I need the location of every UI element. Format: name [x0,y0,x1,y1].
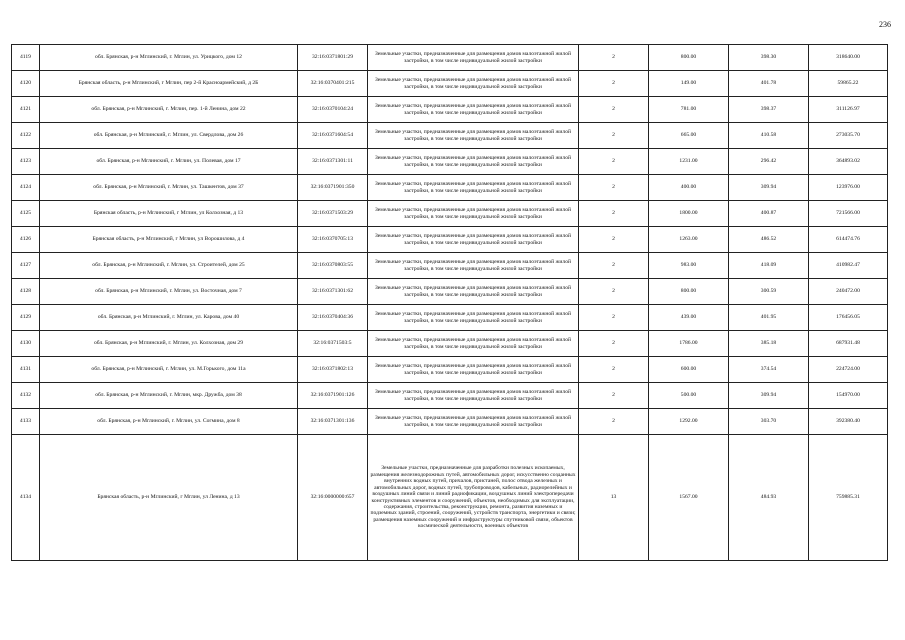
cell-area: 800.00 [649,279,729,305]
cell-area: 800.00 [649,45,729,71]
cell-row-number: 4123 [12,149,40,175]
cell-permitted-use: Земельные участки, предназначенные для размещения домов малоэтажной жилой застройки, в том числе индивидуальной жилой застройки [368,227,579,253]
cell-group-code: 2 [579,279,649,305]
cell-row-number: 4131 [12,357,40,383]
cell-area: 600.00 [649,357,729,383]
table-row [12,201,888,227]
cell-specific-value: 418.09 [729,253,809,279]
cell-row-number: 4126 [12,227,40,253]
table-row [12,227,888,253]
cell-specific-value: 400.87 [729,201,809,227]
land-registry-table [11,44,888,561]
cell-specific-value: 410.58 [729,123,809,149]
cell-group-code: 2 [579,409,649,435]
cell-specific-value: 385.18 [729,331,809,357]
cell-area: 781.00 [649,97,729,123]
cell-area: 983.00 [649,253,729,279]
cell-cadastral-number: 32:16:0370705:13 [298,227,368,253]
cell-group-code: 2 [579,123,649,149]
cell-cadastral-number: 32:16:0371301:62 [298,279,368,305]
cell-cadastral-value: 154970.00 [809,383,888,409]
cell-group-code: 13 [579,435,649,561]
cell-cadastral-number: 32:16:0371301:11 [298,149,368,175]
cell-address: обл. Брянская, р-н Мглинский, г. Мглин, ул. Свердлова, дом 26 [40,123,298,149]
cell-area: 1231.00 [649,149,729,175]
cell-group-code: 2 [579,331,649,357]
cell-cadastral-value: 721566.00 [809,201,888,227]
cell-permitted-use: Земельные участки, предназначенные для размещения домов малоэтажной жилой застройки, в том числе индивидуальной жилой застройки [368,175,579,201]
cell-group-code: 2 [579,227,649,253]
cell-area: 1800.00 [649,201,729,227]
cell-row-number: 4121 [12,97,40,123]
table-row [12,45,888,71]
cell-cadastral-number: 32:16:0371503:29 [298,201,368,227]
cell-permitted-use: Земельные участки, предназначенные для размещения домов малоэтажной жилой застройки, в том числе индивидуальной жилой застройки [368,201,579,227]
cell-area: 400.00 [649,175,729,201]
cell-cadastral-value: 614474.76 [809,227,888,253]
cell-address: обл. Брянская, р-н Мглинский, г. Мглин, ул. Колхозная, дом 29 [40,331,298,357]
cell-address: обл. Брянская, р-н Мглинский, г. Мглин, ул. Полевая, дом 17 [40,149,298,175]
cell-address: обл. Брянская, р-н Мглинский, г. Мглин, ул. Ташкентов, дом 37 [40,175,298,201]
cell-cadastral-value: 59865.22 [809,71,888,97]
cell-specific-value: 401.95 [729,305,809,331]
cell-cadastral-number: 32:16:0370404:36 [298,305,368,331]
cell-specific-value: 296.42 [729,149,809,175]
cell-area: 500.00 [649,383,729,409]
cell-specific-value: 401.78 [729,71,809,97]
cell-cadastral-number: 32:16:0371604:54 [298,123,368,149]
cell-cadastral-number: 32:16:0371801:29 [298,45,368,71]
cell-group-code: 2 [579,383,649,409]
cell-permitted-use: Земельные участки, предназначенные для размещения домов малоэтажной жилой застройки, в том числе индивидуальной жилой застройки [368,45,579,71]
cell-row-number: 4125 [12,201,40,227]
cell-group-code: 2 [579,97,649,123]
cell-address: Брянская область, р-н Мглинский, г Мглин, ул Ворошилова, д 4 [40,227,298,253]
cell-specific-value: 309.94 [729,383,809,409]
table-row [12,149,888,175]
cell-cadastral-value: 240472.00 [809,279,888,305]
cell-address: обл. Брянская, р-н Мглинский, г. Мглин, мкр. Дружба, дом 38 [40,383,298,409]
cell-cadastral-number: 32:16:0371503:5 [298,331,368,357]
cell-cadastral-number: 32:16:0371301:136 [298,409,368,435]
cell-area: 149.00 [649,71,729,97]
cell-address: обл. Брянская, р-н Мглинский, г. Мглин, ул. Урицкого, дом 12 [40,45,298,71]
table-row [12,97,888,123]
table-row [12,253,888,279]
cell-address: Брянская область, р-н Мглинский, г Мглин, ул Ленина, д 13 [40,435,298,561]
cell-area: 1263.00 [649,227,729,253]
cell-permitted-use: Земельные участки, предназначенные для размещения домов малоэтажной жилой застройки, в том числе индивидуальной жилой застройки [368,383,579,409]
cell-area: 1786.00 [649,331,729,357]
table-row [12,357,888,383]
table-row [12,435,888,561]
cell-row-number: 4130 [12,331,40,357]
cell-group-code: 2 [579,175,649,201]
cell-cadastral-value: 123976.00 [809,175,888,201]
cell-cadastral-number: 32:16:0370803:55 [298,253,368,279]
table-row [12,305,888,331]
cell-group-code: 2 [579,201,649,227]
cell-row-number: 4122 [12,123,40,149]
cell-permitted-use: Земельные участки, предназначенные для размещения домов малоэтажной жилой застройки, в том числе индивидуальной жилой застройки [368,71,579,97]
table-row [12,409,888,435]
cell-specific-value: 300.59 [729,279,809,305]
cell-permitted-use: Земельные участки, предназначенные для разработки полезных ископаемых, размещения железнодорожных путей, автомобильных дорог, искусственно созданных внутренних водных путей, причалов, пристаней, полос отвода железных и автомобильных дорог, водных путей, трубопроводов, кабельных, радиорелейных и воздушных линий связи и линий радиофикации, воздушных линий электропередачи конструктивных элементов и сооружений, объектов, необходимых для эксплуатации, содержания, строительства, реконструкции, ремонта, развития наземных и подземных зданий, строений, сооружений, устройств транспорта, энергетики и связи; размещения наземных сооружений и инфраструктуры спутниковой связи, объектов космической деятельности, военных объектов [368,435,579,561]
page-number: 236 [879,20,891,29]
cell-group-code: 2 [579,253,649,279]
cell-cadastral-value: 392380.40 [809,409,888,435]
cell-row-number: 4127 [12,253,40,279]
cell-area: 439.00 [649,305,729,331]
cell-permitted-use: Земельные участки, предназначенные для размещения домов малоэтажной жилой застройки, в том числе индивидуальной жилой застройки [368,97,579,123]
cell-permitted-use: Земельные участки, предназначенные для размещения домов малоэтажной жилой застройки, в том числе индивидуальной жилой застройки [368,409,579,435]
table-row [12,71,888,97]
cell-address: обл. Брянская, р-н Мглинский, г. Мглин, пер. 1-й Ленина, дом 22 [40,97,298,123]
cell-specific-value: 486.52 [729,227,809,253]
registry-body [12,45,888,561]
cell-cadastral-value: 759885.31 [809,435,888,561]
cell-specific-value: 309.94 [729,175,809,201]
cell-group-code: 2 [579,357,649,383]
table-row [12,123,888,149]
cell-area: 1567.00 [649,435,729,561]
cell-cadastral-number: 32:16:0371901:350 [298,175,368,201]
cell-row-number: 4129 [12,305,40,331]
cell-group-code: 2 [579,305,649,331]
cell-row-number: 4119 [12,45,40,71]
cell-cadastral-value: 687931.48 [809,331,888,357]
cell-row-number: 4132 [12,383,40,409]
cell-permitted-use: Земельные участки, предназначенные для размещения домов малоэтажной жилой застройки, в том числе индивидуальной жилой застройки [368,149,579,175]
cell-group-code: 2 [579,45,649,71]
cell-cadastral-value: 273035.70 [809,123,888,149]
cell-cadastral-value: 224724.00 [809,357,888,383]
cell-address: обл. Брянская, р-н Мглинский, г. Мглин, ул. Строителей, дом 25 [40,253,298,279]
cell-specific-value: 484.93 [729,435,809,561]
cell-cadastral-value: 364893.02 [809,149,888,175]
cell-permitted-use: Земельные участки, предназначенные для размещения домов малоэтажной жилой застройки, в том числе индивидуальной жилой застройки [368,305,579,331]
table-row [12,331,888,357]
cell-row-number: 4133 [12,409,40,435]
cell-permitted-use: Земельные участки, предназначенные для размещения домов малоэтажной жилой застройки, в том числе индивидуальной жилой застройки [368,279,579,305]
cell-row-number: 4134 [12,435,40,561]
cell-specific-value: 374.54 [729,357,809,383]
cell-row-number: 4124 [12,175,40,201]
cell-specific-value: 398.30 [729,45,809,71]
table-row [12,383,888,409]
cell-permitted-use: Земельные участки, предназначенные для размещения домов малоэтажной жилой застройки, в том числе индивидуальной жилой застройки [368,123,579,149]
table-row [12,279,888,305]
cell-address: обл. Брянская, р-н Мглинский, г. Мглин, ул. Согмина, дом 8 [40,409,298,435]
cell-permitted-use: Земельные участки, предназначенные для размещения домов малоэтажной жилой застройки, в том числе индивидуальной жилой застройки [368,357,579,383]
cell-address: обл. Брянская, р-н Мглинский, г. Мглин, ул. Карова, дом 40 [40,305,298,331]
cell-address: обл. Брянская, р-н Мглинский, г. Мглин, ул. М.Горького, дом 11а [40,357,298,383]
cell-area: 1292.00 [649,409,729,435]
cell-permitted-use: Земельные участки, предназначенные для размещения домов малоэтажной жилой застройки, в том числе индивидуальной жилой застройки [368,331,579,357]
cell-cadastral-number: 32:16:0371802:13 [298,357,368,383]
cell-cadastral-number: 32:16:0000000:657 [298,435,368,561]
cell-row-number: 4120 [12,71,40,97]
cell-cadastral-value: 311126.97 [809,97,888,123]
cell-group-code: 2 [579,149,649,175]
cell-area: 665.00 [649,123,729,149]
cell-specific-value: 398.37 [729,97,809,123]
cell-cadastral-number: 32:16:0370401:215 [298,71,368,97]
cell-cadastral-value: 176456.05 [809,305,888,331]
cell-cadastral-number: 32:16:0370104:24 [298,97,368,123]
cell-cadastral-value: 410982.47 [809,253,888,279]
cell-row-number: 4128 [12,279,40,305]
cell-cadastral-value: 318640.00 [809,45,888,71]
table-row [12,175,888,201]
cell-permitted-use: Земельные участки, предназначенные для размещения домов малоэтажной жилой застройки, в том числе индивидуальной жилой застройки [368,253,579,279]
cell-cadastral-number: 32:16:0371901:126 [298,383,368,409]
cell-address: обл. Брянская, р-н Мглинский, г. Мглин, ул. Восточная, дом 7 [40,279,298,305]
cell-address: Брянская область, р-н Мглинский, г Мглин, ул Колхозная, д 13 [40,201,298,227]
cell-group-code: 2 [579,71,649,97]
cell-specific-value: 303.70 [729,409,809,435]
cell-address: Брянская область, р-н Мглинский, г Мглин, пер 2-й Красноармейский, д 2Б [40,71,298,97]
